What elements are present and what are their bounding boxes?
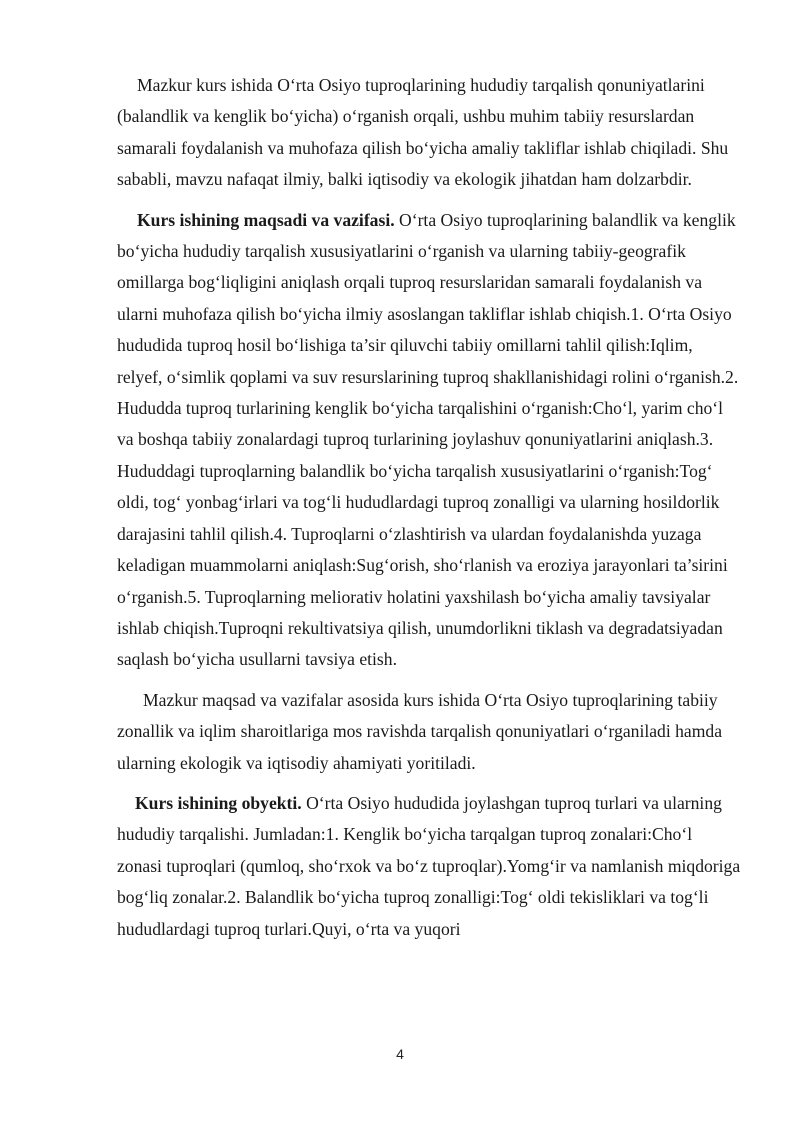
paragraph-summary bbox=[117, 685, 741, 779]
paragraph-goal bbox=[117, 205, 741, 676]
paragraph-heading: Kurs ishining maqsadi va vazifasi. bbox=[137, 209, 395, 230]
paragraph-text: O‘rta Osiyo tuproqlarining balandlik va kenglik bo‘yicha hududiy tarqalish xususiyatlarini o‘rganish va ularning tabiiy-geografik omillarga bog‘liqligini aniqlash orqali tuproq resurslaridan samarali foydalanish va ularni muhofaza qilish bo‘yicha ilmiy asoslangan takliflar ishlab chiqish.1. O‘rta Osiyo hududida tuproq hosil bo‘lishiga ta’sir qiluvchi tabiiy omillarni tahlil qilish:Iqlim, relyef, o‘simlik qoplami va suv resurslarining tuproq shakllanishidagi rolini o‘rganish.2. Hududda tuproq turlarining kenglik bo‘yicha tarqalishini o‘rganish:Cho‘l, yarim cho‘l va boshqa tabiiy zonalardagi tuproq turlarining joylashuv qonuniyatlarini aniqlash.3. Hududdagi tuproqlarning balandlik bo‘yicha tarqalish xususiyatlarini o‘rganish:Tog‘ oldi, tog‘ yonbag‘irlari va tog‘li hududlardagi tuproq zonalligi va ularning hosildorlik darajasini tahlil qilish.4. Tuproqlarni o‘zlashtirish va ulardan foydalanishda yuzaga keladigan muammolarni aniqlash:Sug‘orish, sho‘rlanish va eroziya jarayonlari ta’sirini o‘rganish.5. Tuproqlarning meliorativ holatini yaxshilash bo‘yicha amaliy tavsiyalar ishlab chiqish.Tuproqni rekultivatsiya qilish, unumdorlikni tiklash va degradatsiyadan saqlash bo‘yicha usullarni tavsiya etish. bbox=[117, 209, 739, 670]
paragraph-text: O‘rta Osiyo hududida joylashgan tuproq turlari va ularning hududiy tarqalishi. Jumladan:1. Kenglik bo‘yicha tarqalgan tuproq zonalari:Cho‘l zonasi tuproqlari (qumloq, sho‘rxok va bo‘z tuproqlar).Yomg‘ir va namlanish miqdoriga bog‘liq zonalar.2. Balandlik bo‘yicha tuproq zonalligi:Tog‘ oldi tekisliklari va tog‘li hududlardagi tuproq turlari.Quyi, o‘rta va yuqori bbox=[117, 792, 741, 939]
paragraph-intro bbox=[117, 70, 741, 196]
paragraph-text: Mazkur maqsad va vazifalar asosida kurs ishida O‘rta Osiyo tuproqlarining tabiiy zonallik va iqlim sharoitlariga mos ravishda tarqalish qonuniyatlari o‘rganiladi hamda ularning ekologik va iqtisodiy ahamiyati yoritiladi. bbox=[117, 689, 723, 773]
page-number: 4 bbox=[396, 1046, 404, 1062]
paragraph-heading: Kurs ishining obyekti. bbox=[135, 792, 302, 813]
paragraph-text: Mazkur kurs ishida O‘rta Osiyo tuproqlarining hududiy tarqalish qonuniyatlarini (balandlik va kenglik bo‘yicha) o‘rganish orqali, ushbu muhim tabiiy resurslardan samarali foydalanish va muhofaza qilish bo‘yicha amaliy takliflar ishlab chiqiladi. Shu sababli, mavzu nafaqat ilmiy, balki iqtisodiy va ekologik jihatdan ham dolzarbdir. bbox=[117, 75, 729, 190]
page-body bbox=[117, 70, 741, 954]
paragraph-object bbox=[117, 788, 741, 945]
